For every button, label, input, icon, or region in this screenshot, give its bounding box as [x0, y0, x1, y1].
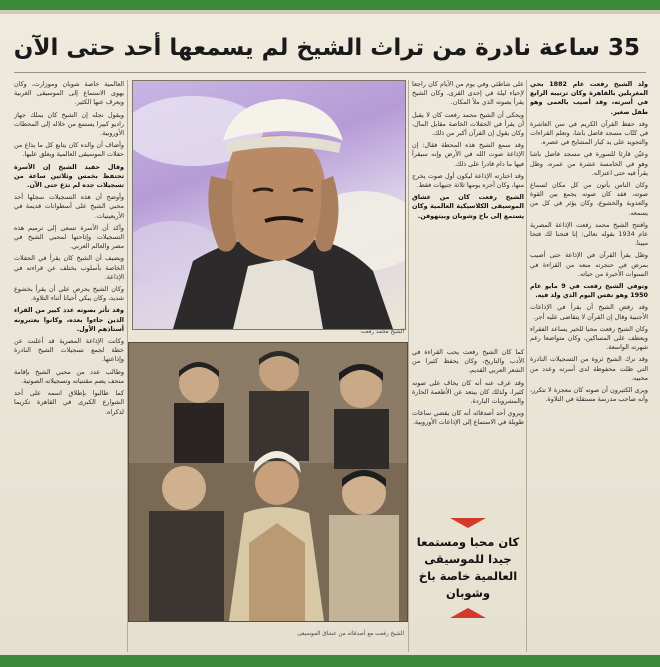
paragraph: وكان الناس يأتون من كل مكان لسماع صوته، فقد كان صوته يجمع بين القوة والعذوبة والخشوع، وكان يؤثر في كل من يسمعه.	[530, 181, 648, 217]
pull-quote-text: كان محبا ومستمعا جيدا للموسيقى العالمية خاصة باخ وشوبان	[416, 535, 520, 600]
text-column-middle-lower	[412, 348, 524, 508]
top-color-band	[0, 0, 660, 10]
paragraph: وكان الشيخ رفعت محبا للخير يساعد الفقراء ويعطف على المساكين، وكان متواضعا رغم شهرته الواسعة.	[530, 324, 648, 352]
paragraph: كما طالبوا بإطلاق اسمه على أحد الشوارع الكبرى في القاهرة تكريما لذكراه.	[14, 389, 124, 416]
quote-marker-top-icon	[450, 518, 486, 528]
paragraph: وقد عرف عنه أنه كان يخاف على صوته كثيرا، ولذلك كان يبتعد عن الأطعمة الحارة والمشروبات الباردة.	[412, 378, 524, 406]
group-photo	[128, 342, 408, 622]
text-column-left	[14, 80, 124, 652]
pull-quote	[412, 518, 524, 638]
paragraph: وعيّن قارئا للسورة في مسجد فاضل باشا وهو في الخامسة عشرة من عمره، وظل يقرأ فيه حتى اعتزاله.	[530, 150, 648, 177]
paragraph: ويروي أحد أصدقائه أنه كان يقضي ساعات طويلة في الاستماع إلى الإذاعات الأوروبية.	[412, 409, 524, 427]
headline-rule	[14, 72, 646, 73]
column-divider	[127, 80, 128, 652]
text-column-middle	[412, 80, 524, 340]
paragraph: ولد الشيخ رفعت عام 1882 بحي المغربلين بالقاهرة وكان ترتيبه الرابع في أسرته، وقد أصيب بالعمى وهو طفل صغير.	[530, 80, 648, 116]
paragraph: الشيخ رفعت كان من عشاق الموسيقى الكلاسيكية العالمية وكان يستمع إلى باخ وشوبان وبيتهوفن.	[412, 193, 524, 220]
paragraph: وقد تأثر بصوته عدد كبير من القراء الذين جاءوا بعده، وكانوا يعتبرونه أستاذهم الأول.	[14, 306, 124, 333]
paragraph: وظل يقرأ القرآن في الإذاعة حتى أصيب بمرض في حنجرته منعه من القراءة في السنوات الأخيرة من حياته.	[530, 251, 648, 278]
quote-marker-bottom-icon	[450, 608, 486, 618]
column-divider	[526, 80, 527, 652]
sheikh-portrait-photo	[132, 80, 406, 330]
paragraph: وقد رفض الشيخ أن يقرأ في الإذاعات الأجنبية وقال إن القرآن لا يتقاضى عليه أجر.	[530, 303, 648, 321]
paragraph: وقد سمع الشيخ هذه المحطة فقال: إن الإذاعة صوت الله في الأرض وإنه سيقرأ فيها ما دام قادرا على ذلك.	[412, 141, 524, 168]
paragraph: وأكد أن الأسرة تسعى إلى ترميم هذه التسجيلات وإتاحتها لمحبي الشيخ في مصر والعالم العربي.	[14, 223, 124, 251]
paragraph: كما كان الشيخ رفعت يحب القراءة في الأدب والتاريخ، وكان يحفظ كثيرا من الشعر العربي القديم.	[412, 348, 524, 375]
paragraph: ويحكى أن الشيخ محمد رفعت كان لا يقبل أن يقرأ في الحفلات الخاصة مقابل المال، وكان يقول إن القرآن أكبر من ذلك.	[412, 110, 524, 138]
paragraph: وأضاف أن والده كان يتابع كل ما يذاع من حفلات الموسيقى العالمية ويعلق عليها.	[14, 141, 124, 159]
paragraph: وأوضح أن هذه التسجيلات سجلها أحد محبي الشيخ على أسطوانات قديمة في الأربعينيات.	[14, 193, 124, 220]
article-headline: 35 ساعة نادرة من تراث الشيخ لم يسمعها أحد حتى الآن	[13, 35, 640, 61]
paragraph: وقد اختارته الإذاعة ليكون أول صوت يخرج منها، وكان أجره يومها ثلاثة جنيهات فقط.	[412, 171, 524, 190]
paragraph: ويرى الكثيرون أن صوته كان معجزة لا تتكرر، وأنه صاحب مدرسة مستقلة في التلاوة.	[530, 386, 648, 404]
text-column-right	[530, 80, 648, 652]
paragraph: على شاطئي وفي يوم من الأيام كان راجعا لإحياء ليلة في إحدى القرى، وكان الشيخ يقرأ بصوته الذي ملأ المكان.	[412, 80, 524, 107]
paragraph: وقد حفظ القرآن الكريم في سن العاشرة في كتّاب مسجد فاضل باشا، وتعلم القراءات والتجويد على يد كبار المشايخ في عصره.	[530, 119, 648, 147]
column-divider	[408, 80, 409, 652]
paragraph: وكان الشيخ يحرص على أن يقرأ بخشوع شديد، وكان يبكي أحيانا أثناء التلاوة.	[14, 285, 124, 303]
paragraph: وافتتح الشيخ محمد رفعت الإذاعة المصرية عام 1934 بقوله تعالى: إنا فتحنا لك فتحا مبينا.	[530, 220, 648, 248]
paragraph: ويضيف أن الشيخ كان يقرأ في الحفلات الخاصة بأسلوب يختلف عن قراءته في الإذاعة.	[14, 254, 124, 281]
paragraph: وتوفي الشيخ رفعت في 9 مايو عام 1950 وهو نفس اليوم الذي ولد فيه.	[530, 282, 648, 300]
photo-caption: الشيخ رفعت مع أصدقائه من عشاق الموسيقى	[297, 631, 404, 637]
top-divider-band	[0, 10, 660, 14]
paragraph: وكانت الإذاعة المصرية قد أعلنت عن خطة لجمع تسجيلات الشيخ النادرة وإذاعتها.	[14, 337, 124, 364]
paragraph: العالمية خاصة شوبان وموزارت، وكان يهوى الاستماع إلى الموسيقى الغربية ويعرف عنها الكثير.	[14, 80, 124, 107]
paragraph: وقد ترك الشيخ ثروة من التسجيلات النادرة التي ظلت محفوظة لدى أسرته وعدد من محبيه.	[530, 355, 648, 382]
paragraph: ويقول نجله إن الشيخ كان يملك جهاز راديو كبيرا يستمع من خلاله إلى المحطات الأوروبية.	[14, 110, 124, 138]
paragraph: وطالب عدد من محبي الشيخ بإقامة متحف يضم مقتنياته وتسجيلاته الصوتية.	[14, 367, 124, 385]
photo-caption: الشيخ محمد رفعت	[360, 329, 404, 335]
bottom-color-band	[0, 655, 660, 667]
paragraph: وقال حفيد الشيخ إن الأسرة تحتفظ بخمس وثلاثين ساعة من تسجيلات جده لم تذع حتى الآن.	[14, 162, 124, 190]
